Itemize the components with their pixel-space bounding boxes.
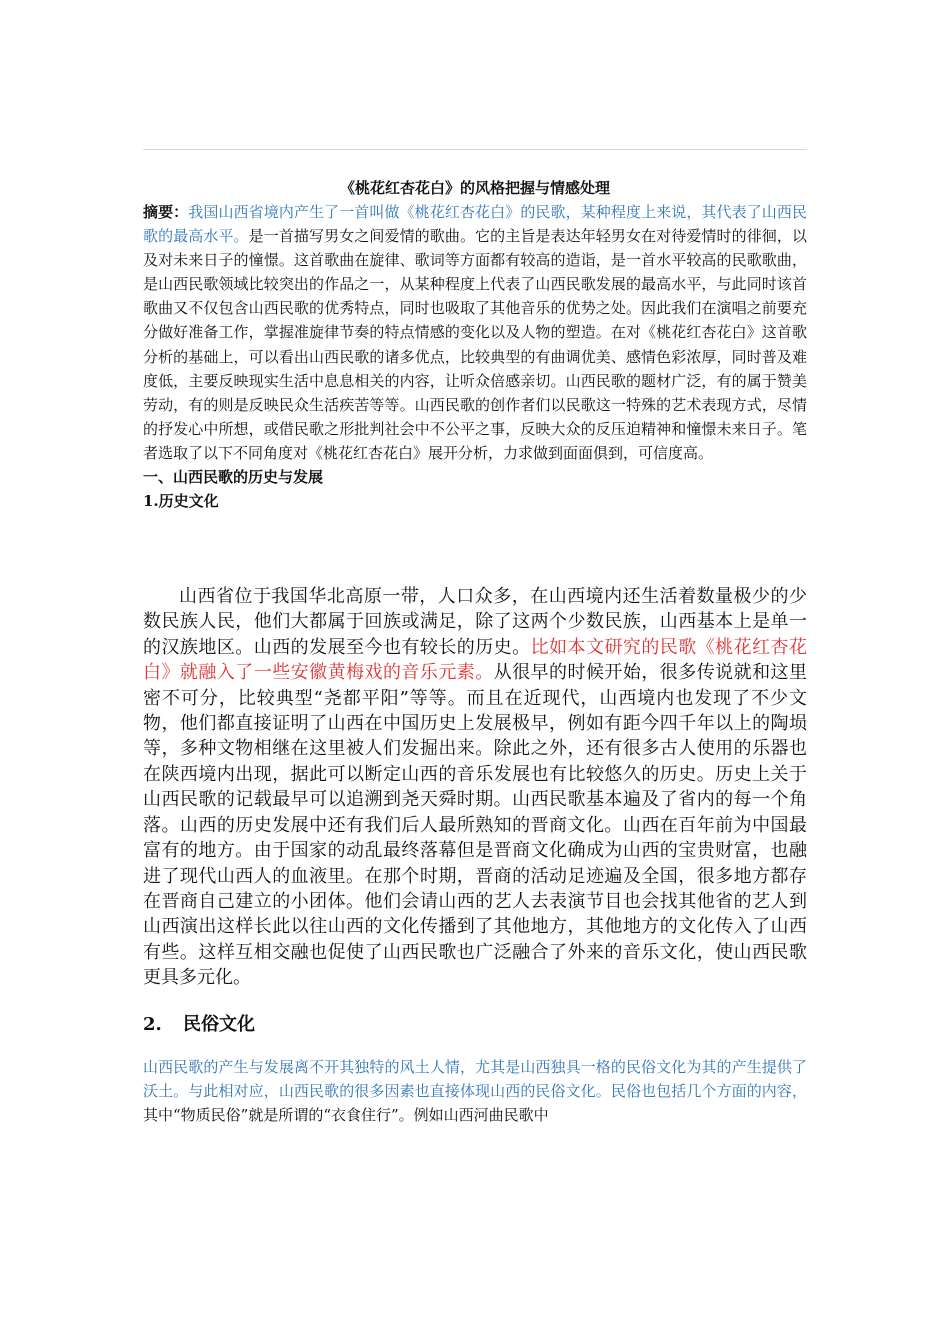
subsection-heading-history-culture: 1.历史文化 bbox=[143, 492, 219, 511]
subsection-number: 2. bbox=[143, 1013, 162, 1035]
document-title: 《桃花红杏花白》的风格把握与情感处理 bbox=[339, 179, 610, 197]
abstract-body: 是一首描写男女之间爱情的歌曲。它的主旨是表达年轻男女在对待爱情时的徘徊，以及对未来日子的憧憬。这首歌曲在旋律、歌词等方面都有较高的造诣，是一首水平较高的民歌歌曲，是山西民歌领域比较突出的作品之一，从某种程度上代表了山西民歌发展的最高水平，与此同时该首歌曲又不仅包含山西民歌的优秀特点，同时也吸取了其他音乐的优势之处。因此我们在演唱之前要充分做好准备工作，掌握准旋律节奏的特点情感的变化以及人物的塑造。在对《桃花红杏花白》这首歌分析的基础上，可以看出山西民歌的诸多优点，比较典型的有曲调优美、感情色彩浓厚，同时普及难度低，主要反映现实生活中息息相关的内容，让听众倍感亲切。山西民歌的题材广泛，有的属于赞美劳动，有的则是反映民众生活疾苦等等。山西民歌的创作者们以民歌这一特殊的艺术表现方式，尽情的抒发心中所想，或借民歌之形批判社会中不公平之事，反映大众的反压迫精神和憧憬未来日子。笔者选取了以下不同角度对《桃花红杏花白》展开分析，力求做到面面俱到，可信度高。 bbox=[143, 227, 807, 462]
history-text-before: 山西省位于我国华北高原一带，人口众多，在山西境内还生活着数量极少的少数民族人民，他们大都属于回族或满足，除了这两个少数民族，山西基本上是单一的汉族地区。山西的发展至今也有较长的历史。 bbox=[143, 586, 807, 658]
subsection-title: 民俗文化 bbox=[183, 1013, 255, 1035]
abstract-highlight: 我国山西省境内产生了一首叫做《桃花红杏花白》的民歌，某种程度上来说，其代表了山西民歌的最高水平。 bbox=[143, 203, 807, 246]
abstract-label: 摘要： bbox=[143, 203, 189, 221]
abstract-paragraph bbox=[143, 200, 807, 465]
folk-text-highlight: 山西民歌的产生与发展离不开其独特的风土人情，尤其是山西独具一格的民俗文化为其的产生提供了沃土。与此相对应，山西民歌的很多因素也直接体现山西的民俗文化。民俗也包括几个方面的内容， bbox=[143, 1057, 807, 1100]
folk-culture-paragraph bbox=[143, 1055, 807, 1128]
folk-text-after: 其中“物质民俗”就是所谓的“衣食住行”。例如山西河曲民歌中 bbox=[143, 1106, 549, 1125]
history-text-after: 从很早的时候开始，很多传说就和这里密不可分，比较典型“尧都平阳”等等。而且在近现代，山西境内也发现了不少文物，他们都直接证明了山西在中国历史上发展极早，例如有距今四千年以上的陶埙等，多种文物相继在这里被人们发掘出来。除此之外，还有很多古人使用的乐器也在陕西境内出现，据此可以断定山西的音乐发展也有比较悠久的历史。历史上关于山西民歌的记载最早可以追溯到尧天舜时期。山西民歌基本遍及了省内的每一个角落。山西的历史发展中还有我们后人最所熟知的晋商文化。山西在百年前为中国最富有的地方。由于国家的动乱最终落幕但是晋商文化确成为山西的宝贵财富，也融进了现代山西人的血液里。在那个时期，晋商的活动足迹遍及全国，很多地方都存在晋商自己建立的小团体。他们会请山西的艺人去表演节目也会找其他省的艺人到山西演出这样长此以往山西的文化传播到了其他地方，其他地方的文化传入了山西有些。这样互相交融也促使了山西民歌也广泛融合了外来的音乐文化，使山西民歌更具多元化。 bbox=[143, 662, 808, 989]
header-rule bbox=[143, 149, 807, 150]
document-content bbox=[143, 176, 807, 1128]
history-text-highlight: 比如本文研究的民歌《桃花红杏花白》就融入了一些安徽黄梅戏的音乐元素。 bbox=[143, 636, 808, 684]
section-heading-history-development: 一、山西民歌的历史与发展 bbox=[143, 468, 324, 487]
subsection-heading-folk-culture bbox=[143, 1013, 807, 1037]
history-culture-paragraph bbox=[143, 584, 807, 991]
